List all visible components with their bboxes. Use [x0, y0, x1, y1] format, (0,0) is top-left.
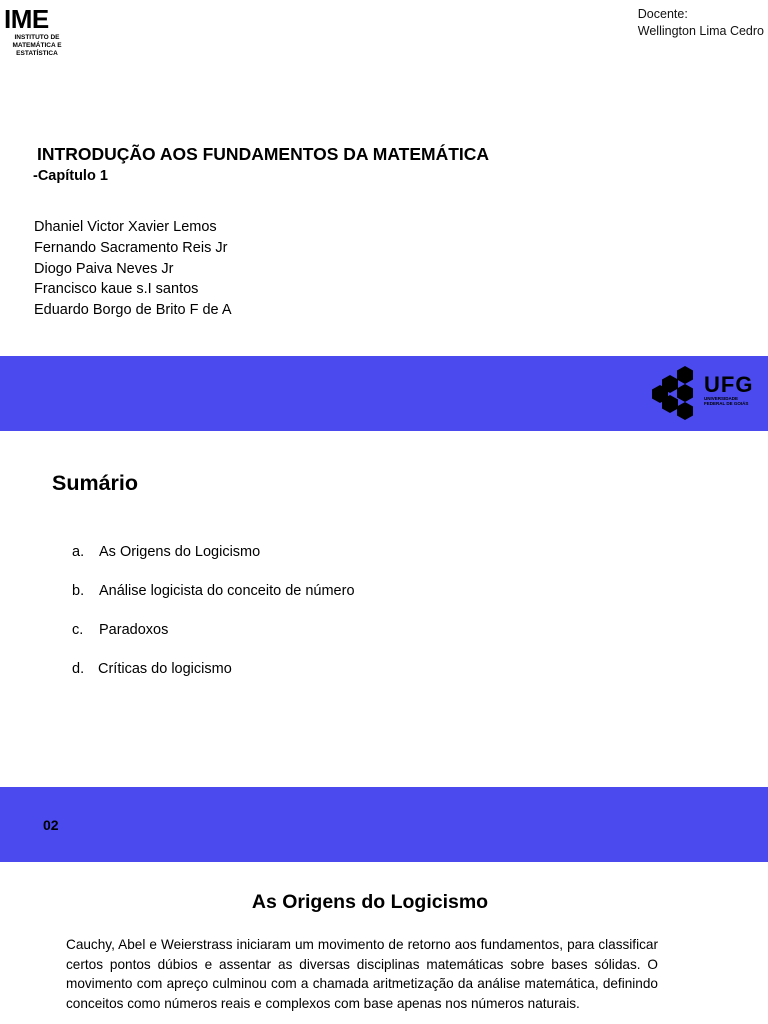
ufg-logo-title: UFG: [704, 372, 754, 397]
ime-logo: [4, 4, 74, 58]
page-number-band: [0, 787, 768, 862]
summary-item: [72, 661, 355, 700]
summary-item-marker: b.: [72, 583, 85, 599]
summary-item-label: Análise logicista do conceito de número: [99, 583, 355, 599]
summary-item-label: As Origens do Logicismo: [99, 544, 261, 560]
ime-logo-subtitle: INSTITUTO DE MATEMÁTICA E ESTATÍSTICA: [12, 34, 62, 57]
summary-item-label: Paradoxos: [99, 622, 169, 638]
author-item: Eduardo Borgo de Brito F de A: [34, 302, 232, 319]
section-title: As Origens do Logicismo: [251, 891, 489, 913]
author-list: [34, 217, 232, 321]
ufg-logo-subtitle: UNIVERSIDADE FEDERAL DE GOIÁS: [704, 396, 749, 406]
course-title: INTRODUÇÃO AOS FUNDAMENTOS DA MATEMÁTICA: [37, 144, 490, 164]
summary-item-marker: d.: [72, 661, 85, 677]
author-item: Fernando Sacramento Reis Jr: [34, 239, 228, 256]
author-item: Diogo Paiva Neves Jr: [34, 260, 174, 277]
ufg-logo-text: [704, 374, 756, 406]
ime-logo-title: IME: [4, 4, 49, 34]
summary-item-marker: c.: [72, 622, 84, 638]
header-band: [0, 356, 768, 431]
chapter-label: -Capítulo 1: [33, 168, 108, 184]
author-item: Francisco kaue s.I santos: [34, 281, 199, 298]
summary-item-marker: a.: [72, 544, 85, 560]
docente-label: Docente:: [637, 7, 688, 21]
summary-item: [72, 622, 355, 661]
author-item: Dhaniel Victor Xavier Lemos: [34, 219, 217, 235]
page-number: 02: [43, 817, 59, 833]
hexagon-cluster-icon: [650, 366, 704, 422]
summary-list: [72, 544, 355, 700]
docente-name: Wellington Lima Cedro: [637, 24, 764, 38]
summary-item-label: Críticas do logicismo: [98, 661, 232, 677]
docente-block: [638, 6, 764, 40]
summary-item: [72, 583, 355, 622]
summary-item: [72, 544, 355, 583]
section-paragraph: Cauchy, Abel e Weierstrass iniciaram um movimento de retorno aos fundamentos, para classificar certos pontos dúbios e assentar as diversas disciplinas matemáticas sobre bases sólidas. O movimento com apreço culminou com a chamada aritmetização da análise matemática, definindo conceitos como números reais e complexos com base apenas nos números naturais.: [66, 937, 658, 1011]
ufg-logo: [650, 366, 760, 422]
summary-title: Sumário: [52, 471, 139, 495]
